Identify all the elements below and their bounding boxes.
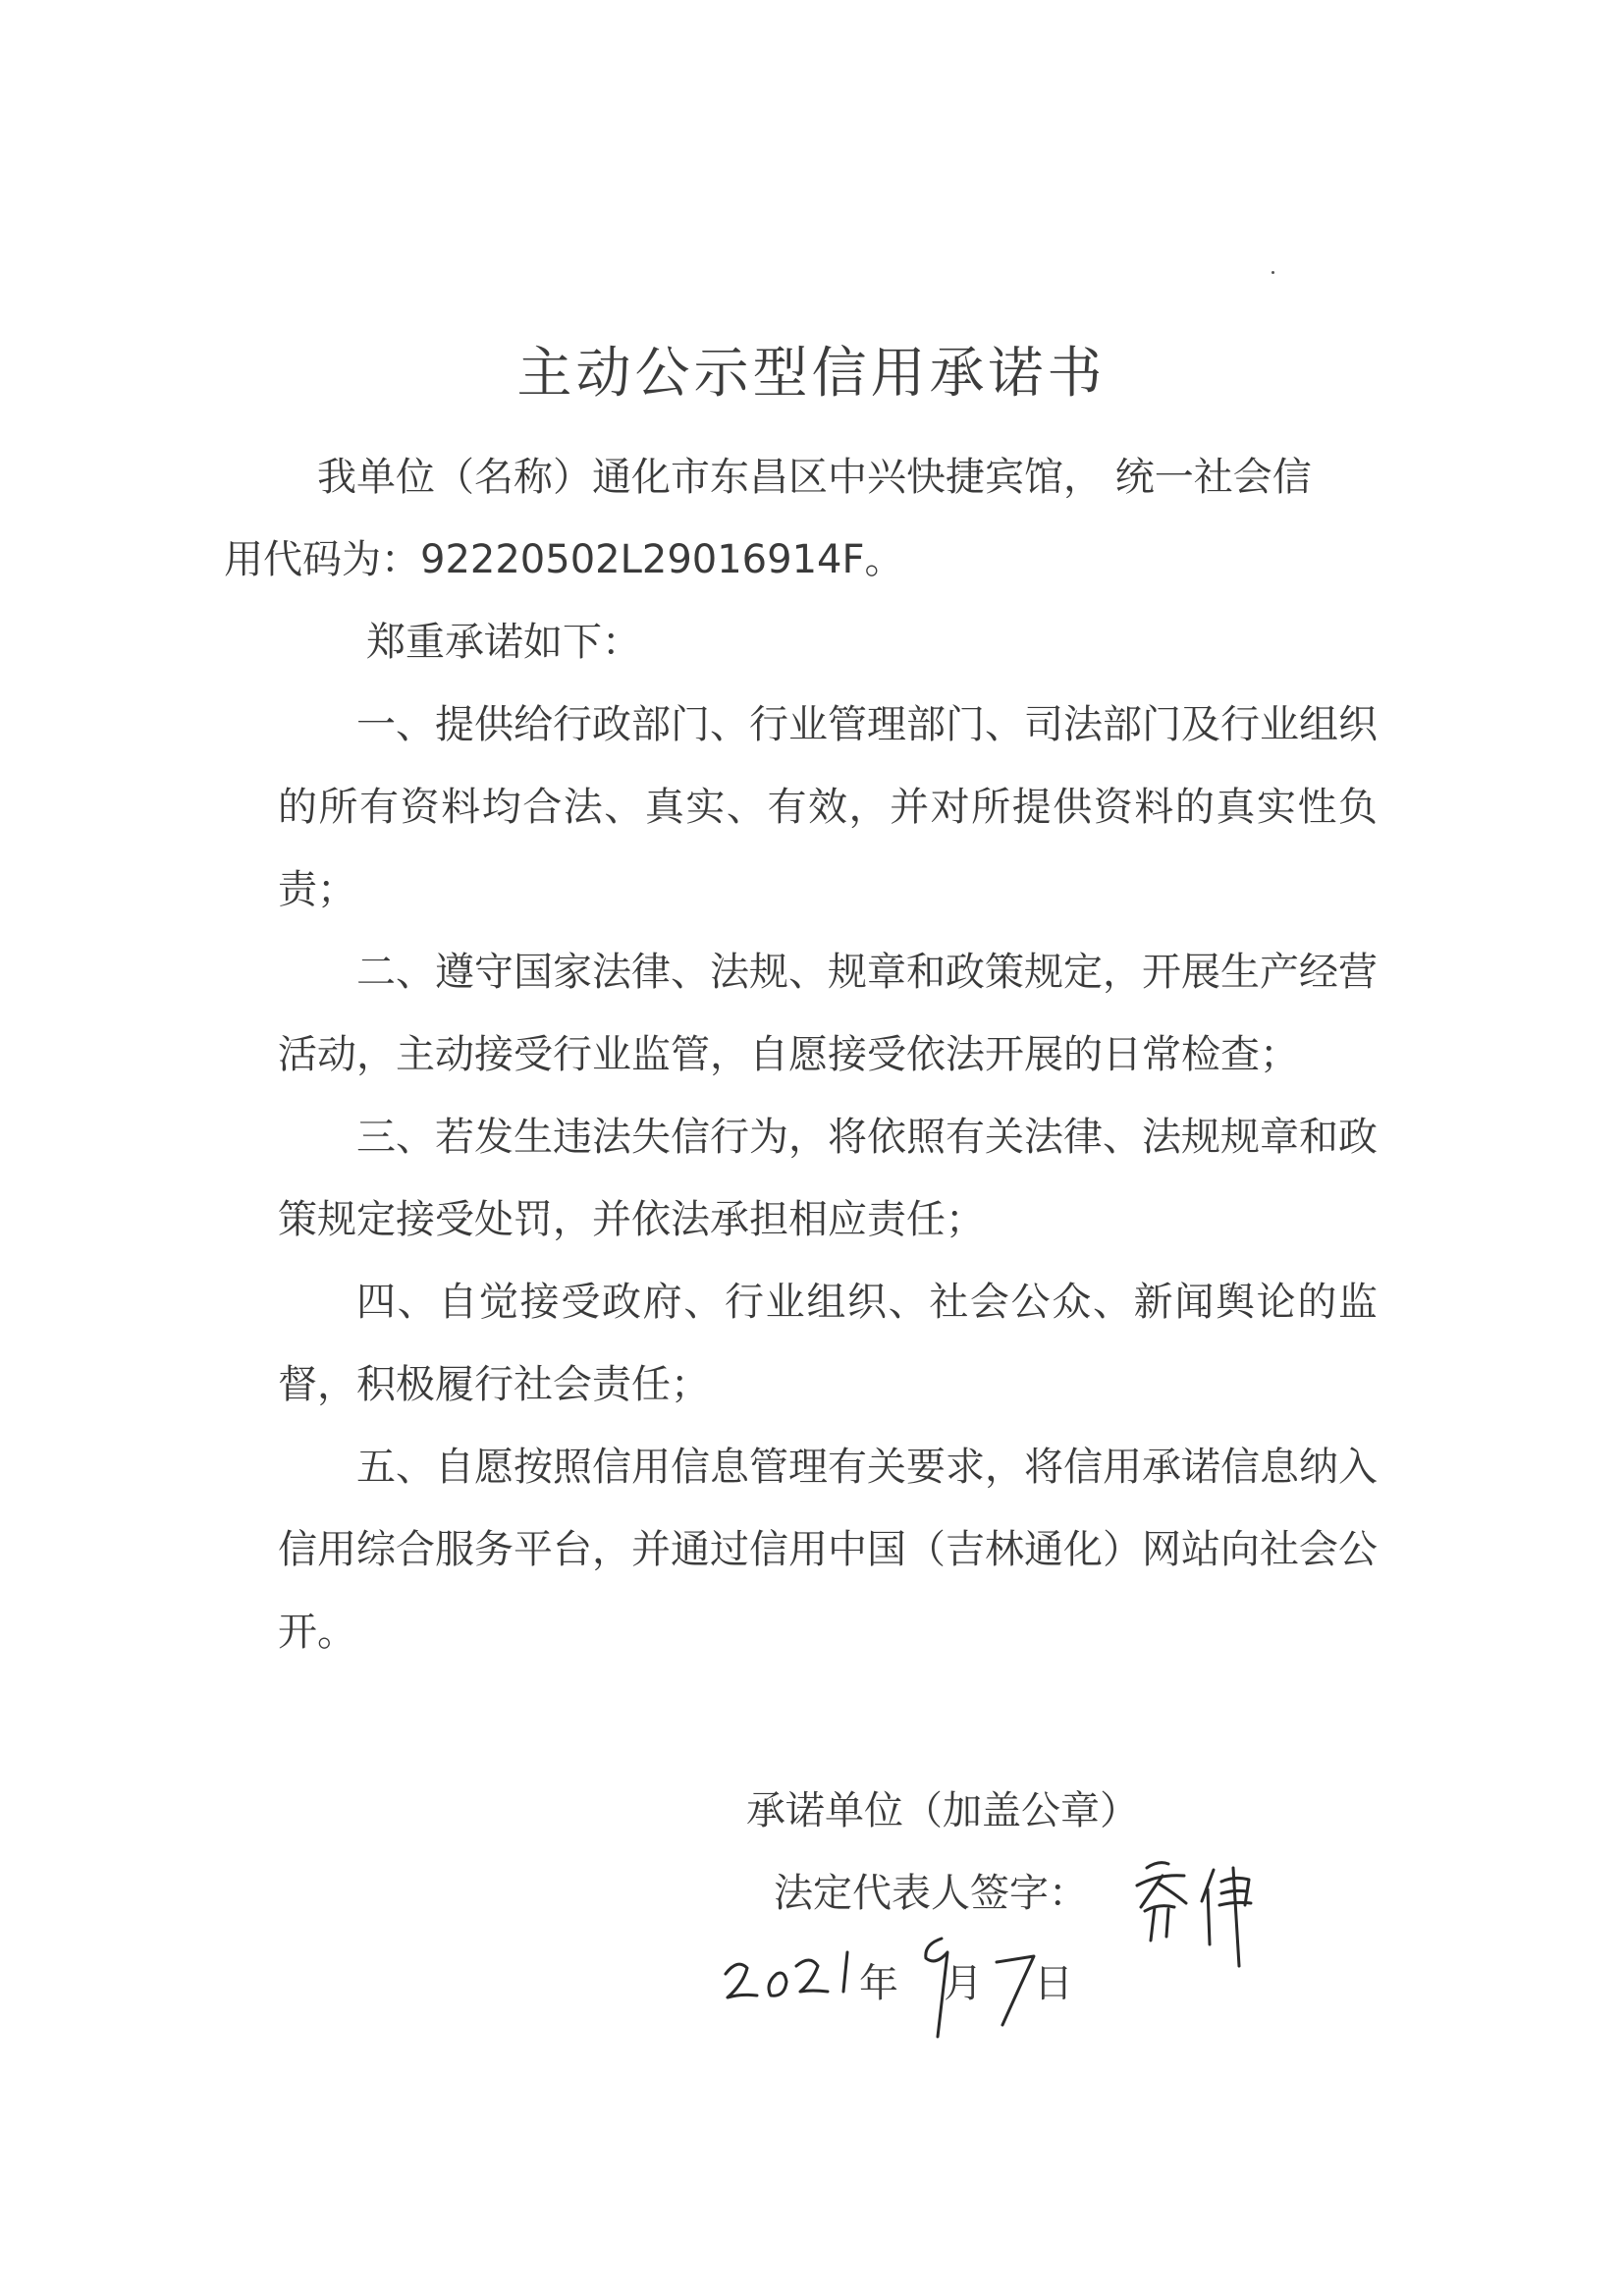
intro-line-2: 用代码为：92220502L29016914F。 [224,537,904,582]
year-label: 年 [859,1961,898,2006]
scan-speck [1271,271,1274,274]
pledge-item-4: 四、自觉接受政府、行业组织、社会公众、新闻舆论的监督，积极履行社会责任； [278,1280,1378,1407]
pledge-item-5: 五、自愿按照信用信息管理有关要求，将信用承诺信息纳入信用综合服务平台，并通过信用中国（吉林通化）网站向社会公开。 [278,1445,1378,1655]
document-body [224,436,1378,1673]
intro-line-1: 我单位（名称）通化市东昌区中兴快捷宾馆， 统一社会信 [317,455,1312,500]
pledge-header: 郑重承诺如下： [366,620,641,665]
representative-label: 法定代表人签字： [774,1871,1088,1916]
document-title: 主动公示型信用承诺书 [516,342,1107,406]
seal-label: 承诺单位（加盖公章） [746,1788,1139,1833]
day-label: 日 [1034,1961,1073,2006]
pledge-item-1: 一、提供给行政部门、行业管理部门、司法部门及行业组织的所有资料均合法、真实、有效，并对所提供资料的真实性负责； [278,702,1378,912]
handwritten-signature [1119,1846,1276,1974]
handwritten-year [722,1944,869,2013]
representative-line [774,1862,1088,1918]
month-label: 月 [944,1961,983,2006]
pledge-item-3: 三、若发生违法失信行为，将依照有关法律、法规规章和政策规定接受处罚，并依法承担相应责任； [278,1115,1378,1242]
pledge-item-2: 二、遵守国家法律、法规、规章和政策规定，开展生产经营活动，主动接受行业监管，自愿接受依法开展的日常检查； [278,950,1378,1077]
